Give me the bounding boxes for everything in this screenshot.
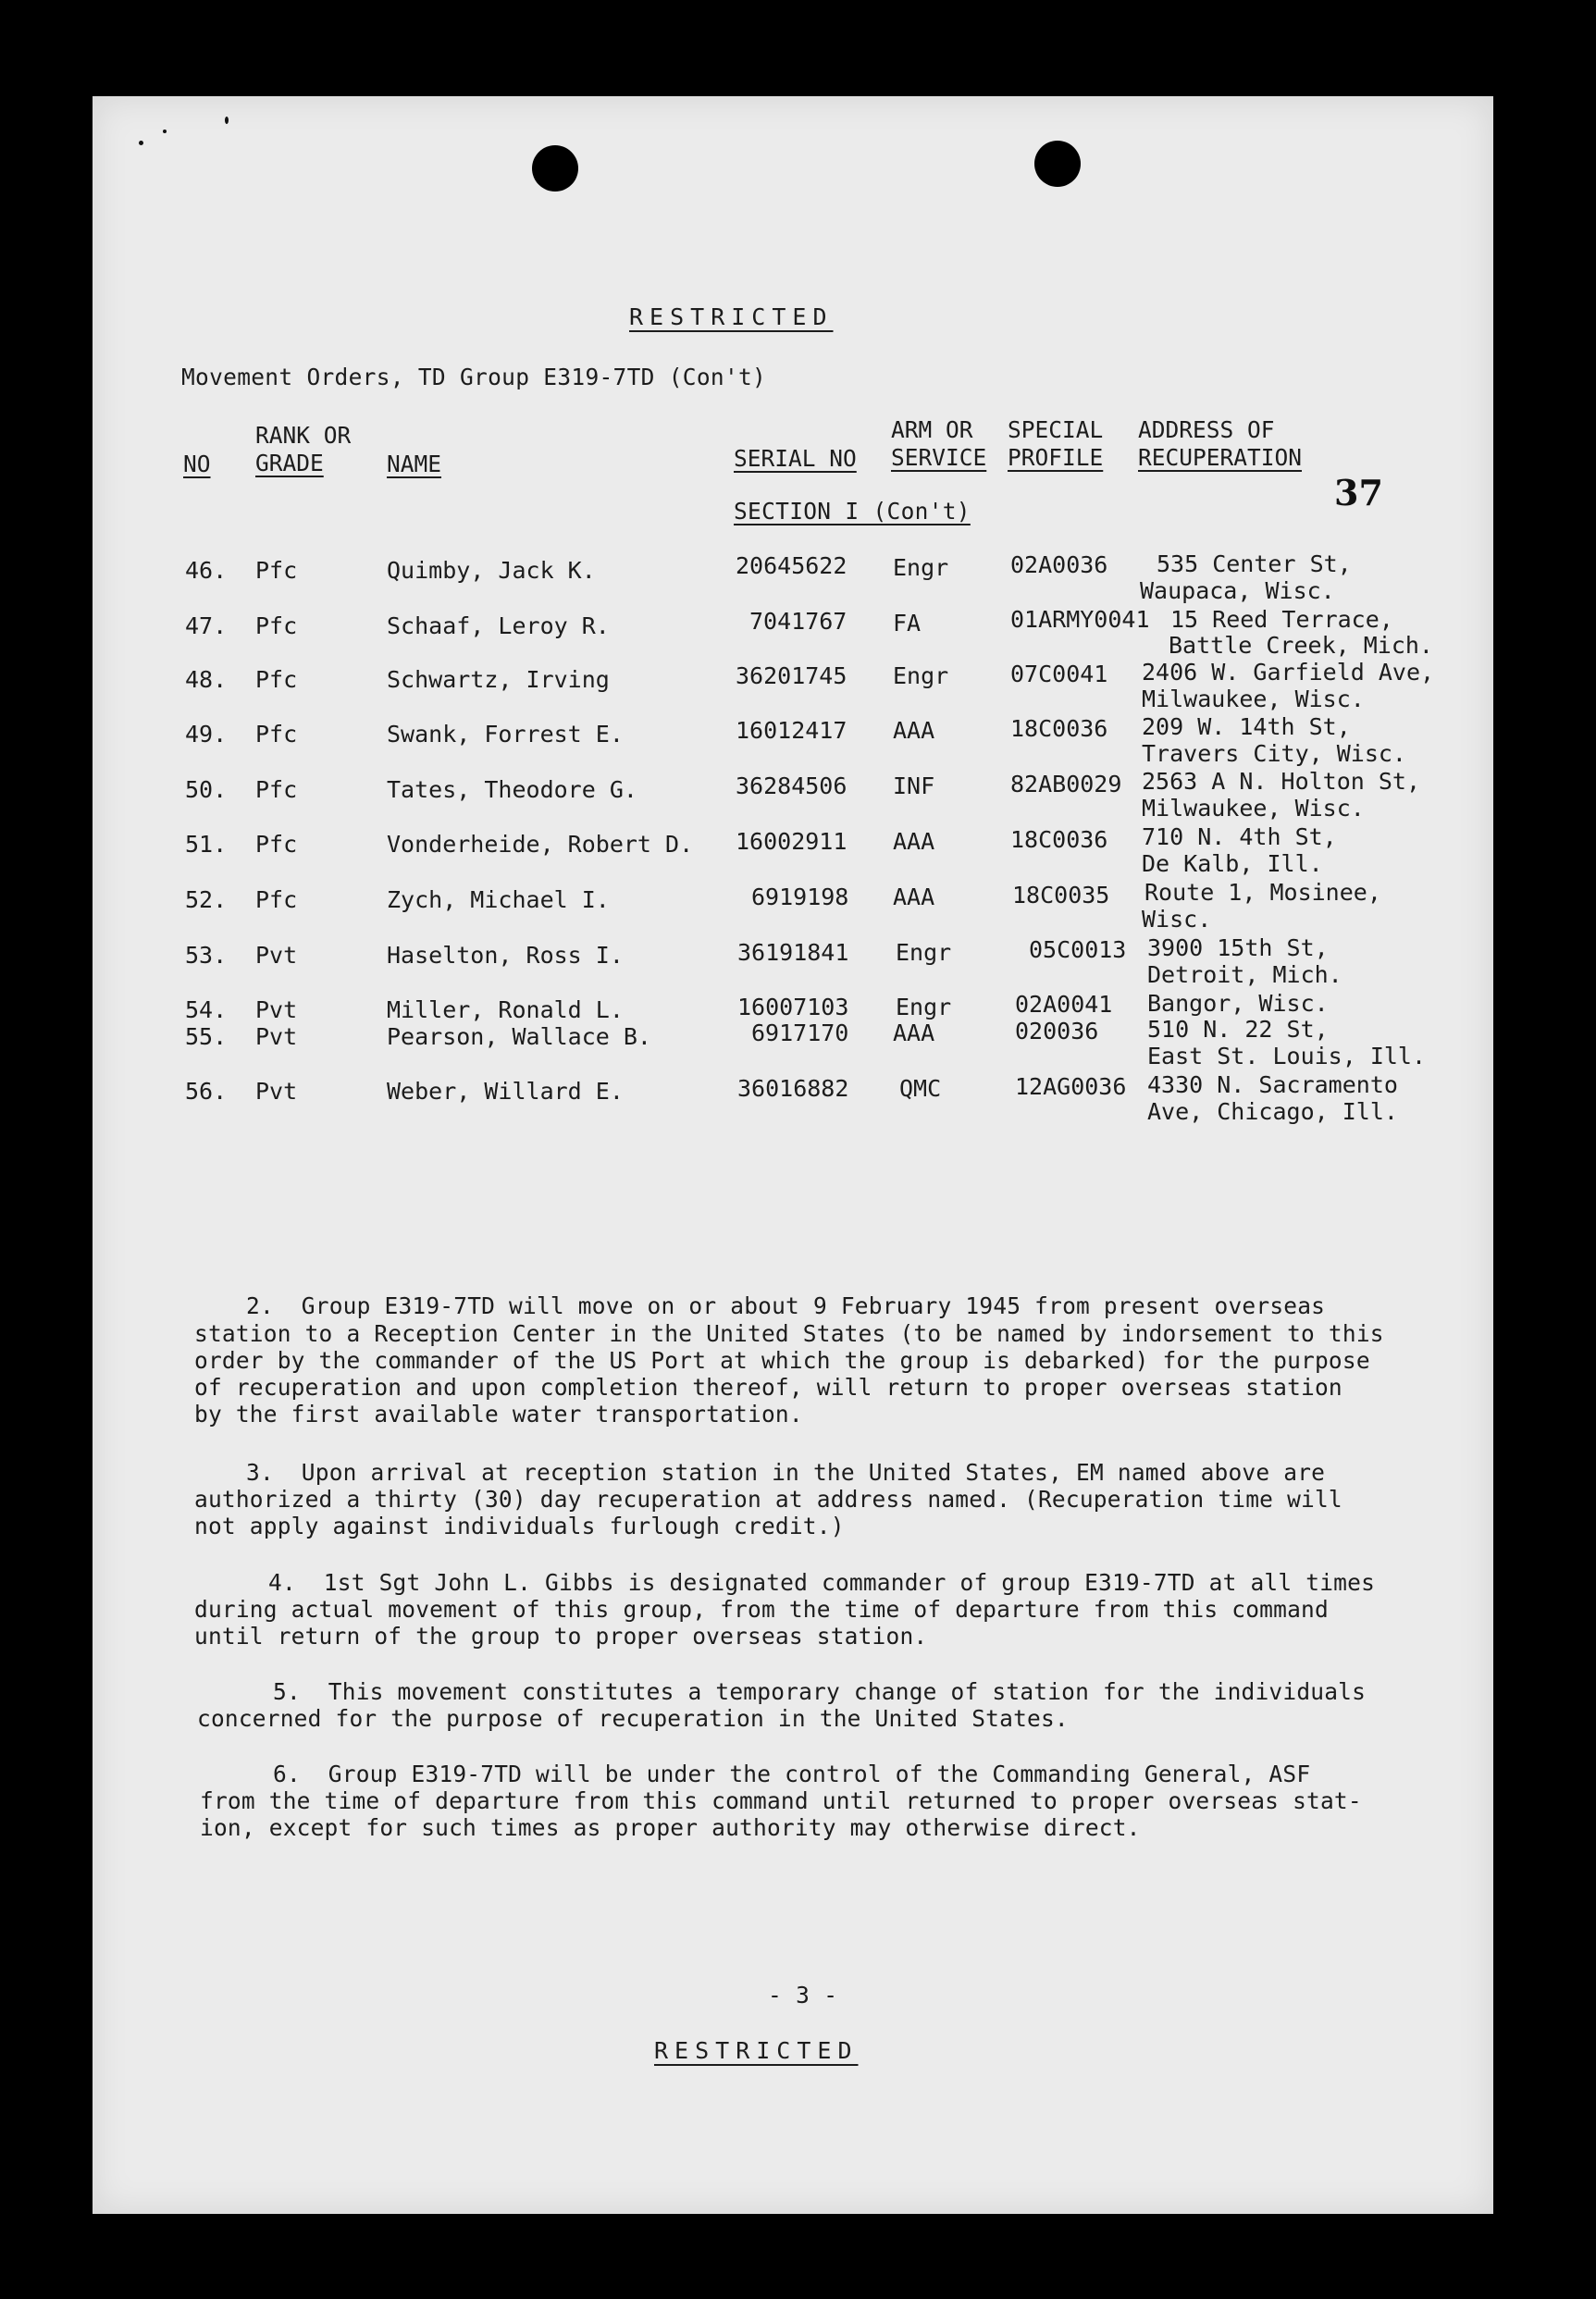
ink-speck <box>225 117 229 124</box>
cell-no: 46. <box>185 557 228 584</box>
paragraph-line: 4. 1st Sgt John L. Gibbs is designated commander of group E319-7TD at all times <box>268 1569 1376 1596</box>
document-subtitle: Movement Orders, TD Group E319-7TD (Con't) <box>181 364 767 390</box>
punch-hole-left <box>532 145 578 192</box>
paragraph-line: of recuperation and upon completion thereof, will return to proper overseas station <box>194 1374 1342 1401</box>
cell-profile: 05C0013 <box>1029 936 1127 963</box>
paragraph-line: ion, except for such times as proper authority may otherwise direct. <box>200 1814 1141 1841</box>
cell-serial: 36016882 <box>737 1075 849 1102</box>
cell-serial: 7041767 <box>749 608 847 635</box>
cell-address-line1: Route 1, Mosinee, <box>1144 879 1381 906</box>
paragraph-line: station to a Reception Center in the United States (to be named by indorsement to this <box>194 1320 1384 1347</box>
cell-rank: Pfc <box>255 666 298 693</box>
cell-no: 54. <box>185 996 228 1023</box>
ink-speck <box>163 130 167 133</box>
header-arm-line1: ARM OR <box>891 416 973 443</box>
classification-footer: RESTRICTED <box>654 2037 859 2064</box>
cell-rank: Pfc <box>255 612 298 639</box>
cell-arm: AAA <box>893 717 935 744</box>
cell-rank: Pvt <box>255 942 298 969</box>
paragraph-line: authorized a thirty (30) day recuperation at address named. (Recuperation time will <box>194 1486 1342 1513</box>
cell-rank: Pfc <box>255 557 298 584</box>
cell-no: 50. <box>185 776 228 803</box>
header-profile-line1: SPECIAL <box>1008 416 1104 443</box>
cell-arm: Engr <box>893 662 949 689</box>
header-no: NO <box>183 451 211 477</box>
cell-name: Swank, Forrest E. <box>387 721 624 748</box>
cell-arm: QMC <box>899 1075 942 1102</box>
cell-profile: 18C0036 <box>1010 826 1108 853</box>
cell-serial: 36191841 <box>737 939 849 966</box>
cell-no: 52. <box>185 886 228 913</box>
cell-profile: 020036 <box>1015 1018 1099 1044</box>
cell-arm: Engr <box>893 554 949 581</box>
cell-arm: AAA <box>893 884 935 910</box>
cell-name: Schwartz, Irving <box>387 666 610 693</box>
cell-address-line2: De Kalb, Ill. <box>1142 850 1323 877</box>
ink-speck <box>139 141 143 145</box>
paragraph-line: until return of the group to proper overseas station. <box>194 1623 928 1650</box>
cell-name: Quimby, Jack K. <box>387 557 596 584</box>
cell-serial: 36201745 <box>736 662 847 689</box>
cell-rank: Pvt <box>255 1078 298 1105</box>
cell-address-line2: Waupaca, Wisc. <box>1140 577 1335 604</box>
cell-address-line1: 15 Reed Terrace, <box>1170 606 1393 633</box>
paragraph-line: 2. Group E319-7TD will move on or about 9 February 1945 from present overseas <box>246 1292 1326 1319</box>
cell-serial: 16007103 <box>737 994 849 1020</box>
cell-name: Vonderheide, Robert D. <box>387 831 694 858</box>
cell-name: Zych, Michael I. <box>387 886 610 913</box>
cell-profile: 01ARMY0041 <box>1010 606 1150 633</box>
cell-address-line2: East St. Louis, Ill. <box>1147 1043 1427 1069</box>
header-profile-line2: PROFILE <box>1008 444 1104 471</box>
paragraph-line: 3. Upon arrival at reception station in the United States, EM named above are <box>246 1459 1326 1486</box>
punch-hole-right <box>1034 141 1081 187</box>
cell-profile: 18C0035 <box>1012 882 1110 908</box>
cell-address-line2: Ave, Chicago, Ill. <box>1147 1098 1398 1125</box>
paragraph-line: not apply against individuals furlough credit.) <box>194 1513 845 1539</box>
cell-address-line1: 535 Center St, <box>1157 550 1352 577</box>
cell-serial: 16012417 <box>736 717 847 744</box>
cell-rank: Pfc <box>255 886 298 913</box>
cell-address-line1: 3900 15th St, <box>1147 934 1329 961</box>
cell-name: Miller, Ronald L. <box>387 996 624 1023</box>
paragraph-line: order by the commander of the US Port at which the group is debarked) for the purpose <box>194 1347 1370 1374</box>
cell-arm: FA <box>893 610 922 637</box>
cell-arm: INF <box>893 773 935 799</box>
cell-no: 56. <box>185 1078 228 1105</box>
cell-name: Tates, Theodore G. <box>387 776 637 803</box>
cell-no: 55. <box>185 1023 228 1050</box>
cell-address-line2: Travers City, Wisc. <box>1142 740 1406 767</box>
cell-address-line1: 710 N. 4th St, <box>1142 823 1337 850</box>
cell-profile: 12AG0036 <box>1015 1073 1127 1100</box>
cell-address-line2: Milwaukee, Wisc. <box>1142 686 1365 712</box>
cell-address-line1: Bangor, Wisc. <box>1147 990 1329 1017</box>
cell-name: Schaaf, Leroy R. <box>387 612 610 639</box>
cell-serial: 6917170 <box>751 1020 849 1046</box>
cell-arm: Engr <box>896 994 952 1020</box>
cell-address-line1: 4330 N. Sacramento <box>1147 1071 1398 1098</box>
paragraph-line: from the time of departure from this command until returned to proper overseas stat- <box>200 1787 1362 1814</box>
cell-rank: Pvt <box>255 996 298 1023</box>
header-arm-line2: SERVICE <box>891 444 987 471</box>
cell-address-line2: Wisc. <box>1142 906 1212 933</box>
cell-profile: 02A0041 <box>1015 991 1113 1018</box>
paragraph-line: 5. This movement constitutes a temporary change of station for the individuals <box>273 1678 1367 1705</box>
cell-address-line2: Milwaukee, Wisc. <box>1142 795 1365 822</box>
cell-address-line1: 2406 W. Garfield Ave, <box>1142 659 1435 686</box>
header-address-line2: RECUPERATION <box>1138 444 1303 471</box>
header-rank-line1: RANK OR <box>255 422 352 449</box>
paragraph-line: by the first available water transportation. <box>194 1401 803 1428</box>
cell-no: 53. <box>185 942 228 969</box>
page-number: - 3 - <box>768 1982 838 2009</box>
cell-rank: Pvt <box>255 1023 298 1050</box>
cell-name: Pearson, Wallace B. <box>387 1023 651 1050</box>
cell-address-line2: Battle Creek, Mich. <box>1169 632 1433 659</box>
classification-header: RESTRICTED <box>629 303 834 330</box>
cell-arm: AAA <box>893 1020 935 1046</box>
paragraph-line: 6. Group E319-7TD will be under the control of the Commanding General, ASF <box>273 1761 1311 1787</box>
cell-profile: 02A0036 <box>1010 551 1108 578</box>
page-stamp: 37 <box>1334 472 1383 513</box>
cell-no: 49. <box>185 721 228 748</box>
paragraph-line: concerned for the purpose of recuperation in the United States. <box>197 1705 1069 1732</box>
section-label: SECTION I (Con't) <box>734 498 971 525</box>
cell-name: Haselton, Ross I. <box>387 942 624 969</box>
cell-address-line1: 510 N. 22 St, <box>1147 1016 1329 1043</box>
cell-arm: Engr <box>896 939 952 966</box>
cell-address-line2: Detroit, Mich. <box>1147 961 1342 988</box>
header-serial: SERIAL NO <box>734 445 857 472</box>
cell-address-line1: 2563 A N. Holton St, <box>1142 768 1421 795</box>
cell-no: 51. <box>185 831 228 858</box>
cell-serial: 20645622 <box>736 552 847 579</box>
cell-name: Weber, Willard E. <box>387 1078 624 1105</box>
cell-serial: 6919198 <box>751 884 849 910</box>
header-address-line1: ADDRESS OF <box>1138 416 1275 443</box>
cell-rank: Pfc <box>255 831 298 858</box>
header-rank-line2: GRADE <box>255 450 324 476</box>
cell-profile: 07C0041 <box>1010 661 1108 687</box>
header-name: NAME <box>387 451 442 477</box>
cell-serial: 16002911 <box>736 828 847 855</box>
document-page <box>93 96 1493 2214</box>
cell-address-line1: 209 W. 14th St, <box>1142 713 1351 740</box>
paragraph-line: during actual movement of this group, from the time of departure from this command <box>194 1596 1329 1623</box>
cell-serial: 36284506 <box>736 773 847 799</box>
cell-profile: 82AB0029 <box>1010 771 1122 797</box>
cell-rank: Pfc <box>255 776 298 803</box>
cell-no: 48. <box>185 666 228 693</box>
cell-no: 47. <box>185 612 228 639</box>
cell-arm: AAA <box>893 828 935 855</box>
cell-rank: Pfc <box>255 721 298 748</box>
cell-profile: 18C0036 <box>1010 715 1108 742</box>
